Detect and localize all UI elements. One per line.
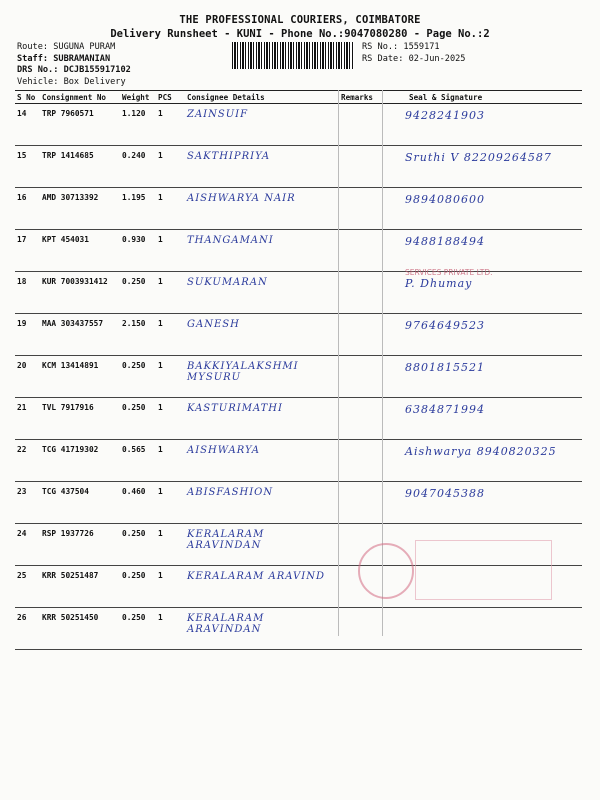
- table-row: [15, 188, 582, 230]
- sno-cell: 26: [15, 608, 40, 650]
- consignee-cell: SUKUMARAN: [185, 272, 339, 314]
- rs-number: RS No.: 1559171: [362, 42, 440, 52]
- pcs-cell: 1: [156, 314, 185, 356]
- sno-cell: 14: [15, 104, 40, 146]
- table-row: [15, 146, 582, 188]
- pcs-cell: 1: [156, 356, 185, 398]
- remarks-cell: [339, 356, 387, 398]
- col-remarks: Remarks: [339, 91, 387, 104]
- remarks-cell: [339, 188, 387, 230]
- barcode-image: [232, 42, 354, 69]
- remarks-cell: [339, 482, 387, 524]
- vehicle-line: Vehicle: Box Delivery: [17, 76, 126, 87]
- sno-cell: 18: [15, 272, 40, 314]
- weight-cell: 0.250: [120, 524, 156, 566]
- weight-cell: 0.250: [120, 356, 156, 398]
- consignee-cell: KERALARAM ARAVIND: [185, 566, 339, 608]
- col-consignee: Consignee Details: [185, 91, 339, 104]
- col-sno: S No: [15, 91, 40, 104]
- remarks-divider: [338, 90, 339, 636]
- signature-cell: 9428241903: [387, 104, 582, 146]
- signature-cell: 8801815521: [387, 356, 582, 398]
- sno-cell: 21: [15, 398, 40, 440]
- remarks-cell: [339, 314, 387, 356]
- consignment-cell: KRR 50251450: [40, 608, 120, 650]
- rs-date: RS Date: 02-Jun-2025: [362, 53, 466, 64]
- weight-cell: 0.250: [120, 608, 156, 650]
- sno-cell: 16: [15, 188, 40, 230]
- remarks-cell: [339, 272, 387, 314]
- pcs-cell: 1: [156, 566, 185, 608]
- company-stamp-partial: SERVICES PRIVATE LTD.: [405, 268, 493, 277]
- signature-cell: P. Dhumay: [387, 272, 582, 314]
- weight-cell: 0.240: [120, 146, 156, 188]
- table-row: [15, 608, 582, 650]
- pcs-cell: 1: [156, 398, 185, 440]
- runsheet-header: [0, 14, 600, 40]
- consignment-cell: KPT 454031: [40, 230, 120, 272]
- pcs-cell: 1: [156, 608, 185, 650]
- consignee-cell: AISHWARYA NAIR: [185, 188, 339, 230]
- weight-cell: 0.250: [120, 566, 156, 608]
- pcs-cell: 1: [156, 146, 185, 188]
- route-line: Route: SUGUNA PURAM: [17, 42, 116, 52]
- signature-cell: 6384871994: [387, 398, 582, 440]
- consignment-cell: TCG 437504: [40, 482, 120, 524]
- table-row: [15, 356, 582, 398]
- sno-cell: 17: [15, 230, 40, 272]
- col-pcs: PCS: [156, 91, 185, 104]
- table-row: [15, 314, 582, 356]
- pcs-cell: 1: [156, 440, 185, 482]
- pcs-cell: 1: [156, 230, 185, 272]
- consignee-cell: BAKKIYALAKSHMI MYSURU: [185, 356, 339, 398]
- weight-cell: 1.195: [120, 188, 156, 230]
- consignee-cell: KERALARAM ARAVINDAN: [185, 608, 339, 650]
- table-row: [15, 398, 582, 440]
- signature-cell: 9047045388: [387, 482, 582, 524]
- signature-cell: 9894080600: [387, 188, 582, 230]
- consignee-cell: THANGAMANI: [185, 230, 339, 272]
- drs-line: DRS No.: DCJB155917102: [17, 65, 131, 75]
- signature-cell: 9764649523: [387, 314, 582, 356]
- sno-cell: 22: [15, 440, 40, 482]
- col-seal: Seal & Signature: [387, 91, 582, 104]
- consignment-cell: TRP 1414685: [40, 146, 120, 188]
- consignment-cell: RSP 1937726: [40, 524, 120, 566]
- rs-info: [362, 42, 465, 65]
- consignment-cell: AMD 30713392: [40, 188, 120, 230]
- rectangular-seal-stamp: [415, 540, 552, 600]
- signature-cell: 9488188494: [387, 230, 582, 272]
- sno-cell: 19: [15, 314, 40, 356]
- weight-cell: 0.250: [120, 272, 156, 314]
- table-row: [15, 440, 582, 482]
- pcs-cell: 1: [156, 104, 185, 146]
- weight-cell: 1.120: [120, 104, 156, 146]
- weight-cell: 2.150: [120, 314, 156, 356]
- table-row: [15, 230, 582, 272]
- round-seal-stamp: [358, 543, 414, 599]
- sno-cell: 25: [15, 566, 40, 608]
- remarks-cell: [339, 398, 387, 440]
- table-header-row: [15, 91, 582, 104]
- consignment-cell: KCM 13414891: [40, 356, 120, 398]
- weight-cell: 0.460: [120, 482, 156, 524]
- sno-cell: 23: [15, 482, 40, 524]
- remarks-cell: [339, 104, 387, 146]
- consignment-cell: KUR 7003931412: [40, 272, 120, 314]
- pcs-cell: 1: [156, 482, 185, 524]
- remarks-cell: [339, 608, 387, 650]
- weight-cell: 0.565: [120, 440, 156, 482]
- staff-line: Staff: SUBRAMANIAN: [17, 53, 111, 64]
- table-row: [15, 272, 582, 314]
- pcs-cell: 1: [156, 272, 185, 314]
- consignee-cell: SAKTHIPRIYA: [185, 146, 339, 188]
- company-title: THE PROFESSIONAL COURIERS, COIMBATORE: [179, 14, 421, 26]
- remarks-cell: [339, 146, 387, 188]
- pcs-cell: 1: [156, 524, 185, 566]
- table-row: [15, 482, 582, 524]
- sno-cell: 24: [15, 524, 40, 566]
- col-consignment: Consignment No: [40, 91, 120, 104]
- weight-cell: 0.930: [120, 230, 156, 272]
- signature-cell: Aishwarya 8940820325: [387, 440, 582, 482]
- col-weight: Weight: [120, 91, 156, 104]
- consignee-cell: ZAINSUIF: [185, 104, 339, 146]
- consignee-cell: AISHWARYA: [185, 440, 339, 482]
- consignment-cell: KRR 50251487: [40, 566, 120, 608]
- signature-cell: [387, 608, 582, 650]
- route-info: [17, 42, 131, 88]
- consignment-cell: TCG 41719302: [40, 440, 120, 482]
- remarks-cell: [339, 230, 387, 272]
- remarks-cell: [339, 440, 387, 482]
- pcs-cell: 1: [156, 188, 185, 230]
- consignment-cell: TVL 7917916: [40, 398, 120, 440]
- table-row: [15, 104, 582, 146]
- consignment-cell: TRP 7960571: [40, 104, 120, 146]
- sno-cell: 15: [15, 146, 40, 188]
- runsheet-subtitle: Delivery Runsheet - KUNI - Phone No.:9047080280 - Page No.:2: [110, 28, 490, 40]
- consignee-cell: KERALARAM ARAVINDAN: [185, 524, 339, 566]
- consignment-cell: MAA 303437557: [40, 314, 120, 356]
- weight-cell: 0.250: [120, 398, 156, 440]
- signature-cell: Sruthi V 82209264587: [387, 146, 582, 188]
- sno-cell: 20: [15, 356, 40, 398]
- consignee-cell: GANESH: [185, 314, 339, 356]
- consignee-cell: KASTURIMATHI: [185, 398, 339, 440]
- consignee-cell: ABISFASHION: [185, 482, 339, 524]
